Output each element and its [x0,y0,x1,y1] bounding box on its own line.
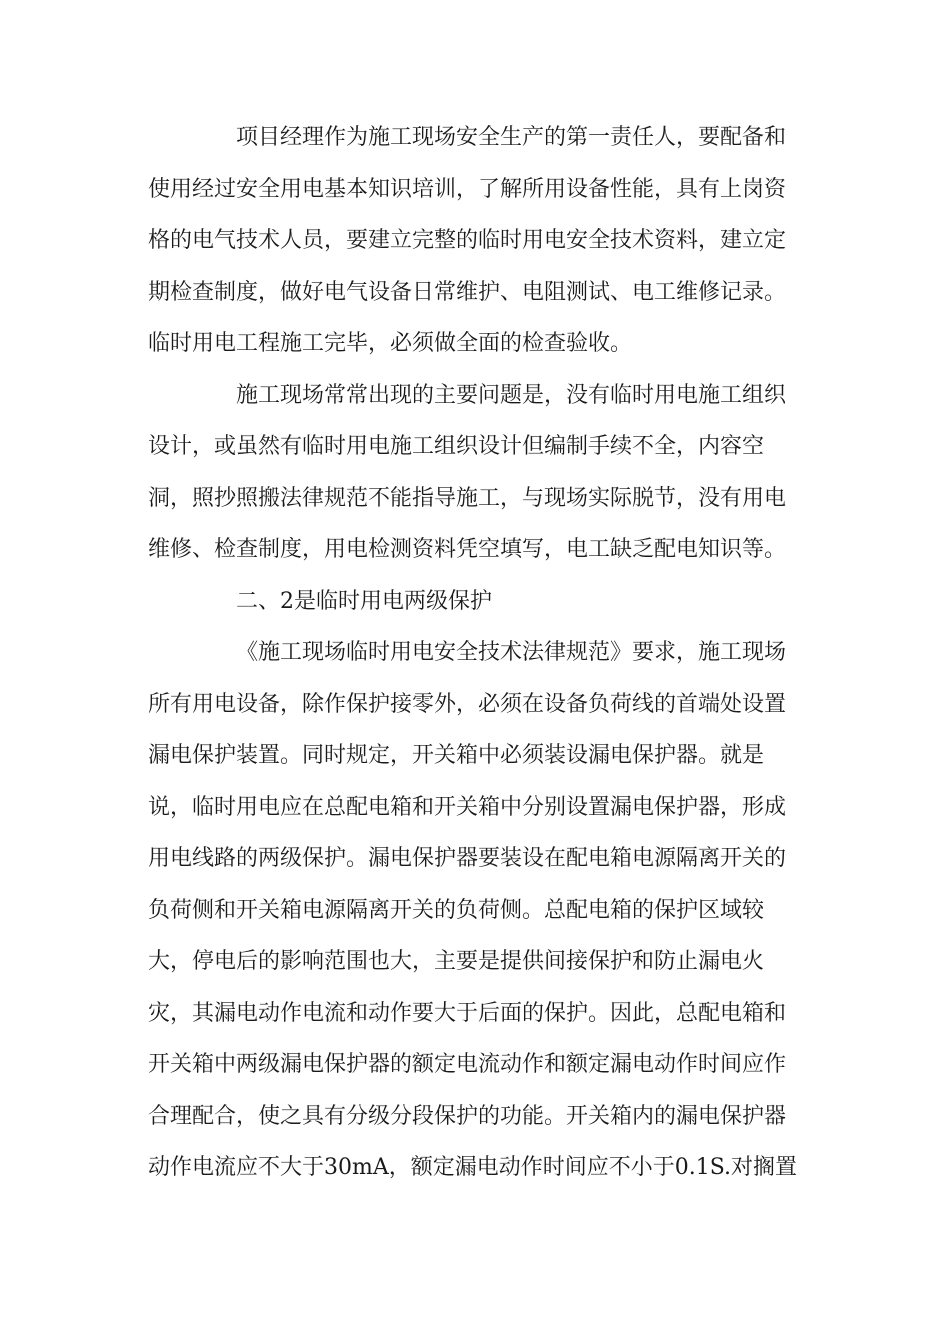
paragraph-line: 格的电气技术人员，要建立完整的临时用电安全技术资料，建立定 [148,228,787,253]
paragraph-line: 灾，其漏电动作电流和动作要大于后面的保护。因此，总配电箱和 [148,1000,787,1026]
paragraph-line: 所有用电设备，除作保护接零外，必须在设备负荷线的首端处设置 [148,691,787,717]
paragraph-line: 使用经过安全用电基本知识培训，了解所用设备性能，具有上岗资 [148,176,787,202]
paragraph-line: 大，停电后的影响范围也大，主要是提供间接保护和防止漏电火 [148,949,765,974]
paragraph-line: 设计，或虽然有临时用电施工组织设计但编制手续不全，内容空 [148,434,765,459]
paragraph-line: 开关箱中两级漏电保护器的额定电流动作和额定漏电动作时间应作 [148,1052,787,1077]
paragraph-manager-responsibility [148,112,798,370]
section-heading-text: 二、2是临时用电两级保护 [236,588,492,614]
paragraph-line: 维修、检查制度，用电检测资料凭空填写，电工缺乏配电知识等。 [148,537,787,562]
paragraph-line: 临时用电工程施工完毕，必须做全面的检查验收。 [148,331,633,356]
document-body [148,112,798,1194]
paragraph-line: 施工现场常常出现的主要问题是，没有临时用电施工组织 [236,382,787,408]
paragraph-line: 漏电保护装置。同时规定，开关箱中必须装设漏电保护器。就是 [148,743,765,768]
paragraph-two-level-protection [148,627,798,1194]
paragraph-line: 合理配合，使之具有分级分段保护的功能。开关箱内的漏电保护器 [148,1103,787,1129]
paragraph-line: 动作电流应不大于30mA，额定漏电动作时间应不小于0.1S.对搁置 [148,1155,798,1180]
paragraph-line: 负荷侧和开关箱电源隔离开关的负荷侧。总配电箱的保护区域较 [148,897,765,923]
paragraph-line: 《施工现场临时用电安全技术法律规范》要求，施工现场 [236,640,787,665]
paragraph-line: 期检查制度，做好电气设备日常维护、电阻测试、电工维修记录。 [148,279,787,305]
paragraph-line: 项目经理作为施工现场安全生产的第一责任人，要配备和 [236,125,787,150]
section-heading [148,576,798,628]
paragraph-line: 用电线路的两级保护。漏电保护器要装设在配电箱电源隔离开关的 [148,846,787,871]
paragraph-common-problems [148,370,798,576]
paragraph-line: 说，临时用电应在总配电箱和开关箱中分别设置漏电保护器，形成 [148,794,787,820]
paragraph-line: 洞，照抄照搬法律规范不能指导施工，与现场实际脱节，没有用电 [148,485,787,511]
